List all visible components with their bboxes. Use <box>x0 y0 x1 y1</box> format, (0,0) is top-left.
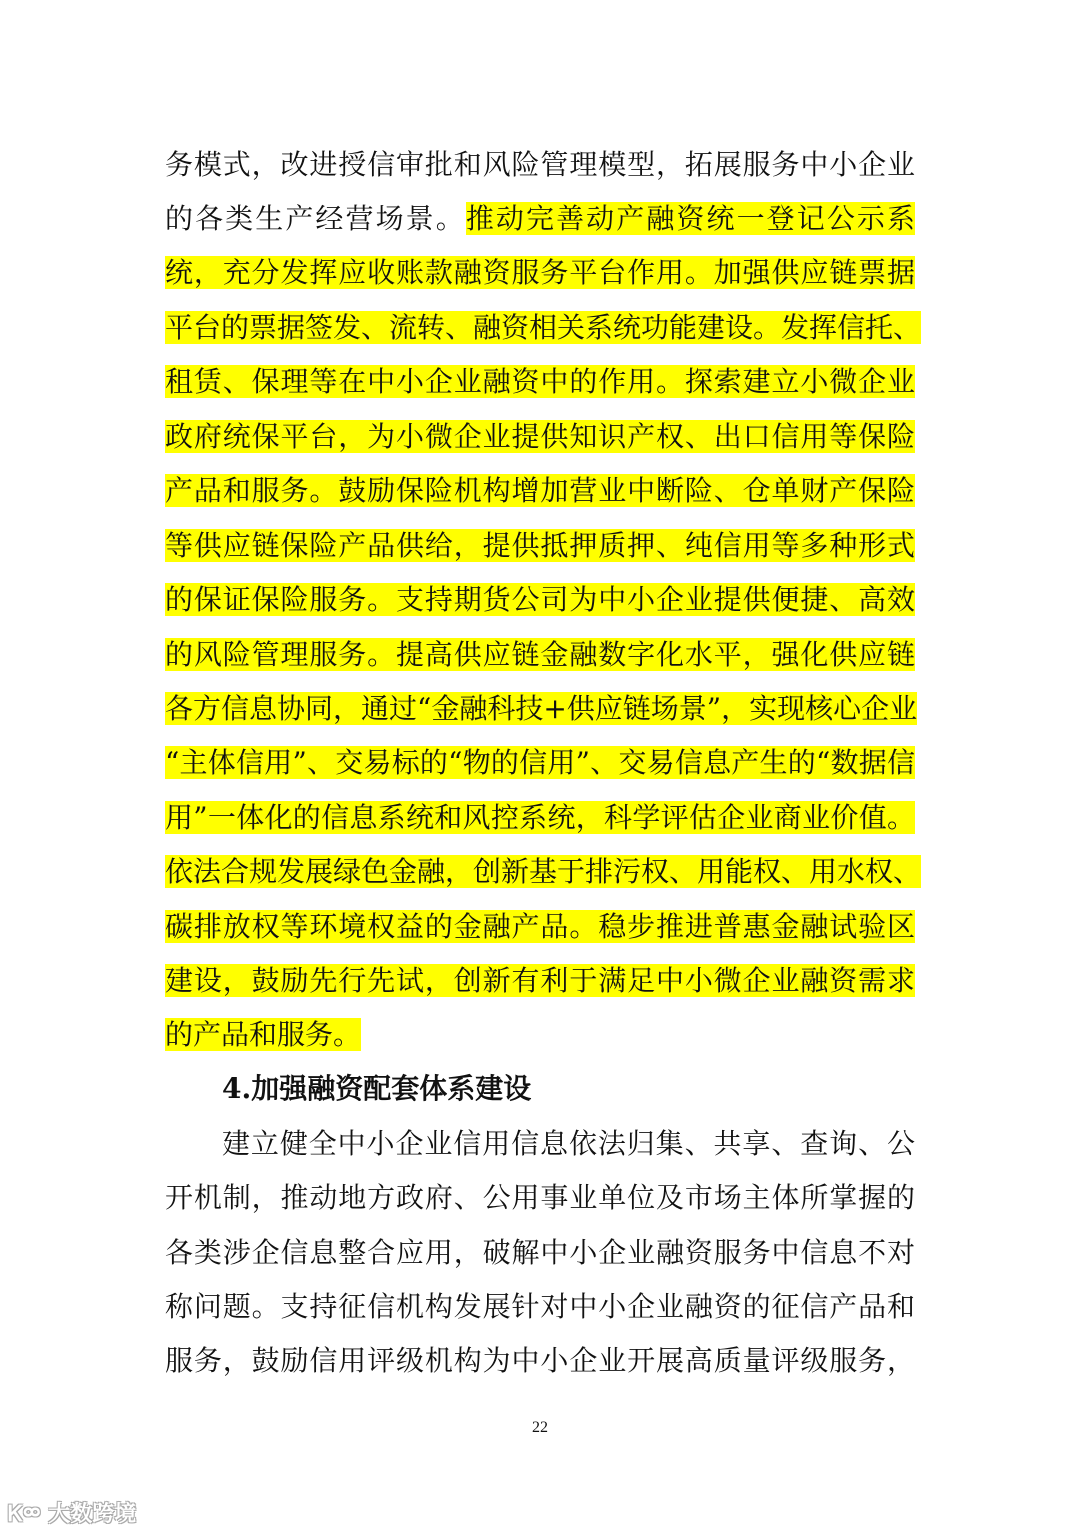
watermark-icon: Ꮶᢁ <box>8 1502 41 1527</box>
text-line: 称问题。支持征信机构发展针对中小企业融资的征信产品和 <box>165 1290 915 1323</box>
text-line <box>165 798 915 838</box>
text-line <box>165 471 915 511</box>
text-line <box>165 362 915 402</box>
highlighted-text: 平台的票据签发、流转、融资相关系统功能建设。发挥信托、 <box>165 311 922 344</box>
section-heading: 4.加强融资配套体系建设 <box>222 1072 532 1105</box>
text-line <box>165 635 915 675</box>
text-line <box>165 417 915 457</box>
text-line <box>165 907 915 947</box>
text-line <box>165 145 915 185</box>
text-line: 建立健全中小企业信用信息依法归集、共享、查询、公 <box>222 1127 915 1160</box>
highlighted-text: 的保证保险服务。支持期货公司为中小企业提供便捷、高效 <box>165 583 915 616</box>
highlighted-text: 各方信息协同，通过“金融科技+供应链场景”，实现核心企业 <box>165 692 918 725</box>
text-line <box>165 308 922 348</box>
highlighted-text: 推动完善动产融资统一登记公示系 <box>465 202 915 235</box>
text-line <box>165 199 915 239</box>
text-line: 开机制，推动地方政府、公用事业单位及市场主体所掌握的 <box>165 1181 915 1214</box>
highlighted-text: “主体信用”、交易标的“物的信用”、交易信息产生的“数据信 <box>165 746 915 779</box>
highlighted-text: 建设，鼓励先行先试，创新有利于满足中小微企业融资需求 <box>165 964 915 997</box>
watermark-text: 大数跨境 <box>48 1502 137 1527</box>
text-line <box>165 580 915 620</box>
text-line: 各类涉企信息整合应用，破解中小企业融资服务中信息不对 <box>165 1236 915 1269</box>
text-span: 的各类生产经营场景。 <box>165 202 466 235</box>
highlighted-text: 产品和服务。鼓励保险机构增加营业中断险、仓单财产保险 <box>165 474 915 507</box>
text-line <box>165 852 922 892</box>
highlighted-text: 租赁、保理等在中小企业融资中的作用。探索建立小微企业 <box>165 365 915 398</box>
highlighted-text: 的产品和服务。 <box>165 1018 362 1051</box>
text-line <box>165 743 915 783</box>
text-line <box>165 961 915 1001</box>
text-line <box>165 1015 915 1055</box>
text-span: 务模式，改进授信审批和风险管理模型，拓展服务中小企业 <box>165 148 915 181</box>
watermark-logo <box>8 1490 136 1528</box>
highlighted-text: 的风险管理服务。提高供应链金融数字化水平，强化供应链 <box>165 638 915 671</box>
highlighted-text: 依法合规发展绿色金融，创新基于排污权、用能权、用水权、 <box>165 855 922 888</box>
highlighted-text: 碳排放权等环境权益的金融产品。稳步推进普惠金融试验区 <box>165 910 915 943</box>
highlighted-text: 等供应链保险产品供给，提供抵押质押、纯信用等多种形式 <box>165 529 915 562</box>
page-number: 22 <box>532 1419 548 1436</box>
highlighted-text: 用”一体化的信息系统和风控系统，科学评估企业商业价值。 <box>165 801 915 834</box>
highlighted-text: 统，充分发挥应收账款融资服务平台作用。加强供应链票据 <box>165 256 915 289</box>
text-line: 服务，鼓励信用评级机构为中小企业开展高质量评级服务， <box>165 1344 915 1377</box>
text-line <box>165 689 918 729</box>
highlighted-text: 政府统保平台，为小微企业提供知识产权、出口信用等保险 <box>165 420 915 453</box>
text-line <box>165 253 915 293</box>
text-line <box>165 526 915 566</box>
